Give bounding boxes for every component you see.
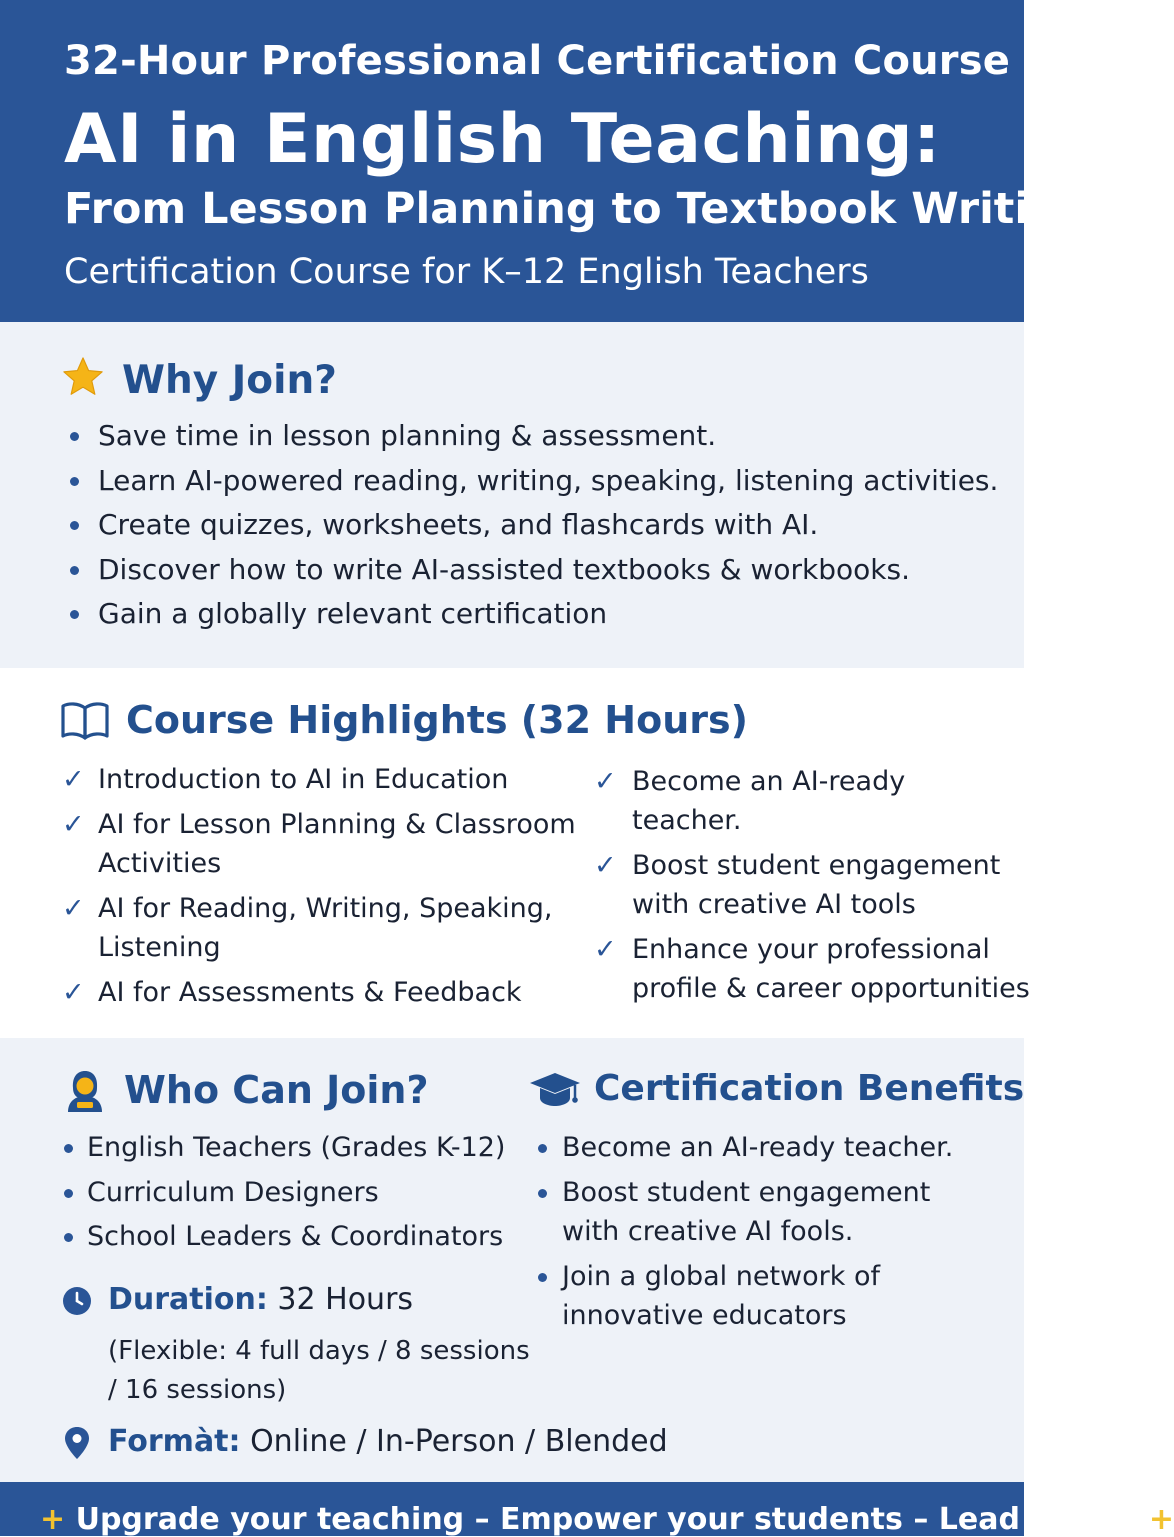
footer-tagline [40, 1502, 1174, 1537]
duration-value: 32 Hours [267, 1282, 414, 1317]
list-item: Boost student engagement with creative AI fools. [538, 1173, 953, 1251]
who-can-join-list [64, 1126, 505, 1260]
format-label: Formàt: [108, 1424, 241, 1459]
list-item: Join a global network of innovative educators [538, 1257, 953, 1335]
check-icon: ✓ [62, 809, 85, 840]
footer-tagline-text: Upgrade your teaching – Empower your students – Lead with AI [65, 1502, 1149, 1537]
why-join-heading: Why Join? [122, 358, 337, 403]
certification-benefits-heading: Certification Benefits [594, 1068, 1025, 1109]
list-item: ✓ AI for Reading, Writing, Speaking, Listening [62, 889, 576, 967]
list-item: Learn AI-powered reading, writing, speaking, listening activities. [70, 459, 998, 504]
certification-benefits-list [538, 1128, 953, 1335]
list-item: ✓ AI for Lesson Planning & Classroom Activities [62, 805, 576, 883]
highlights-left-list [62, 760, 576, 1012]
course-subtitle: From Lesson Planning to Textbook Writing [64, 184, 1091, 234]
list-item: Discover how to write AI-assisted textbooks & workbooks. [70, 548, 998, 593]
list-item: Become an AI-ready teacher. [538, 1128, 953, 1167]
clock-icon [62, 1286, 92, 1316]
duration-line [108, 1282, 413, 1317]
star-icon [60, 356, 106, 400]
plus-icon: + [40, 1502, 66, 1537]
check-icon: ✓ [62, 764, 85, 795]
list-item: ✓ Enhance your professional profile & career opportunities [594, 930, 1030, 1008]
check-icon: ✓ [62, 977, 85, 1008]
course-title: AI in English Teaching: [64, 100, 941, 179]
why-join-section [0, 322, 1024, 668]
list-item: ✓ AI for Assessments & Feedback [62, 973, 576, 1012]
course-highlights-section [0, 668, 1030, 1038]
duration-label: Duration: [108, 1282, 268, 1317]
check-icon: ✓ [594, 850, 617, 881]
graduation-cap-icon [528, 1070, 582, 1110]
open-book-icon [60, 700, 110, 742]
list-item: ✓ Introduction to AI in Education [62, 760, 576, 799]
who-can-join-heading: Who Can Join? [124, 1068, 429, 1112]
list-item: Gain a globally relevant certification [70, 592, 998, 637]
highlights-right-list [594, 762, 1030, 1008]
list-item: Curriculum Designers [64, 1171, 505, 1216]
list-item: Create quizzes, worksheets, and flashcards with AI. [70, 503, 998, 548]
list-item: ✓ Boost student engagement with creative AI tools [594, 846, 1030, 924]
list-item: School Leaders & Coordinators [64, 1215, 505, 1260]
format-value: Online / In-Person / Blended [240, 1424, 668, 1459]
check-icon: ✓ [594, 766, 617, 797]
header-banner [0, 0, 1091, 322]
location-pin-icon [64, 1426, 90, 1460]
check-icon: ✓ [62, 893, 85, 924]
why-join-list [70, 414, 998, 637]
who-and-benefits-section [0, 1038, 1024, 1482]
list-item: ✓ Become an AI-ready teacher. [594, 762, 1030, 840]
course-audience: Certification Course for K–12 English Teachers [64, 252, 869, 292]
course-length-line: 32-Hour Professional Certification Course [64, 38, 1011, 84]
course-highlights-heading: Course Highlights (32 Hours) [126, 698, 748, 742]
footer-banner [0, 1482, 1174, 1537]
list-item: Save time in lesson planning & assessment. [70, 414, 998, 459]
check-icon: ✓ [594, 934, 617, 965]
list-item: English Teachers (Grades K-12) [64, 1126, 505, 1171]
format-line [108, 1424, 668, 1459]
duration-note: (Flexible: 4 full days / 8 sessions / 16 sessions) [108, 1336, 530, 1405]
plus-icon: + [1148, 1502, 1174, 1537]
teacher-icon [62, 1068, 108, 1114]
